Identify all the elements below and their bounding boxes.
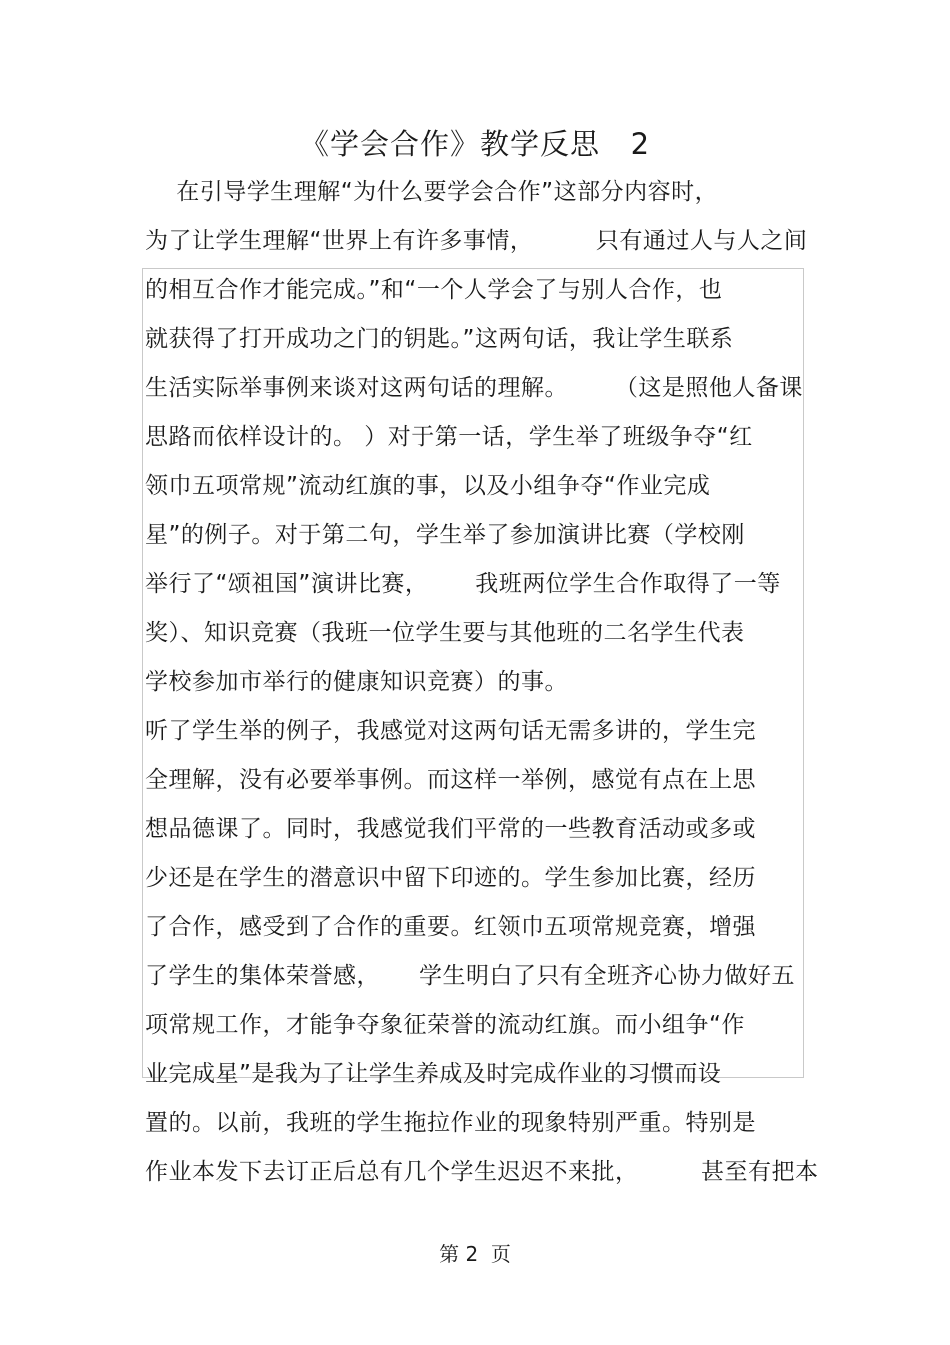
body-line: 学校参加市举行的健康知识竞赛）的事。: [145, 669, 568, 695]
body-line: 全理解，没有必要举事例。而这样一举例，感觉有点在上思: [145, 767, 756, 793]
body-line: 举行了“颂祖国”演讲比赛， 我班两位学生合作取得了一等: [145, 571, 781, 597]
body-line: 作业本发下去订正后总有几个学生迟迟不来批， 甚至有把本: [145, 1159, 819, 1185]
body-line: 听了学生举的例子，我感觉对这两句话无需多讲的，学生完: [145, 718, 756, 744]
body-line: 为了让学生理解“世界上有许多事情， 只有通过人与人之间: [145, 228, 808, 254]
document-title: 《学会合作》教学反思 2: [299, 127, 651, 161]
body-line: 思路而依样设计的。 ）对于第一话，学生举了班级争夺“红: [145, 424, 753, 450]
body-line: 少还是在学生的潜意识中留下印迹的。学生参加比赛，经历: [145, 865, 756, 891]
body-line: 想品德课了。同时，我感觉我们平常的一些教育活动或多或: [145, 816, 756, 842]
page-number: 第 2 页: [439, 1242, 511, 1266]
body-line: 领巾五项常规”流动红旗的事，以及小组争夺“作业完成: [145, 473, 711, 499]
body-line: 在引导学生理解“为什么要学会合作”这部分内容时，: [145, 179, 719, 205]
body-line: 置的。以前，我班的学生拖拉作业的现象特别严重。特别是: [145, 1110, 756, 1136]
body-line: 了学生的集体荣誉感， 学生明白了只有全班齐心协力做好五: [145, 963, 796, 989]
body-line: 了合作，感受到了合作的重要。红领巾五项常规竞赛，增强: [145, 914, 756, 940]
body-line: 的相互合作才能完成。”和“一个人学会了与别人合作，也: [145, 277, 723, 303]
body-line: 业完成星”是我为了让学生养成及时完成作业的习惯而设: [145, 1061, 722, 1087]
body-line: 就获得了打开成功之门的钥匙。”这两句话，我让学生联系: [145, 326, 734, 352]
body-line: 星”的例子。对于第二句，学生举了参加演讲比赛（学校刚: [145, 522, 745, 548]
body-line: 生活实际举事例来谈对这两句话的理解。 （这是照他人备课: [145, 375, 803, 401]
body-line: 项常规工作，才能争夺象征荣誉的流动红旗。而小组争“作: [145, 1012, 745, 1038]
body-line: 奖）、知识竞赛（我班一位学生要与其他班的二名学生代表: [145, 620, 745, 646]
